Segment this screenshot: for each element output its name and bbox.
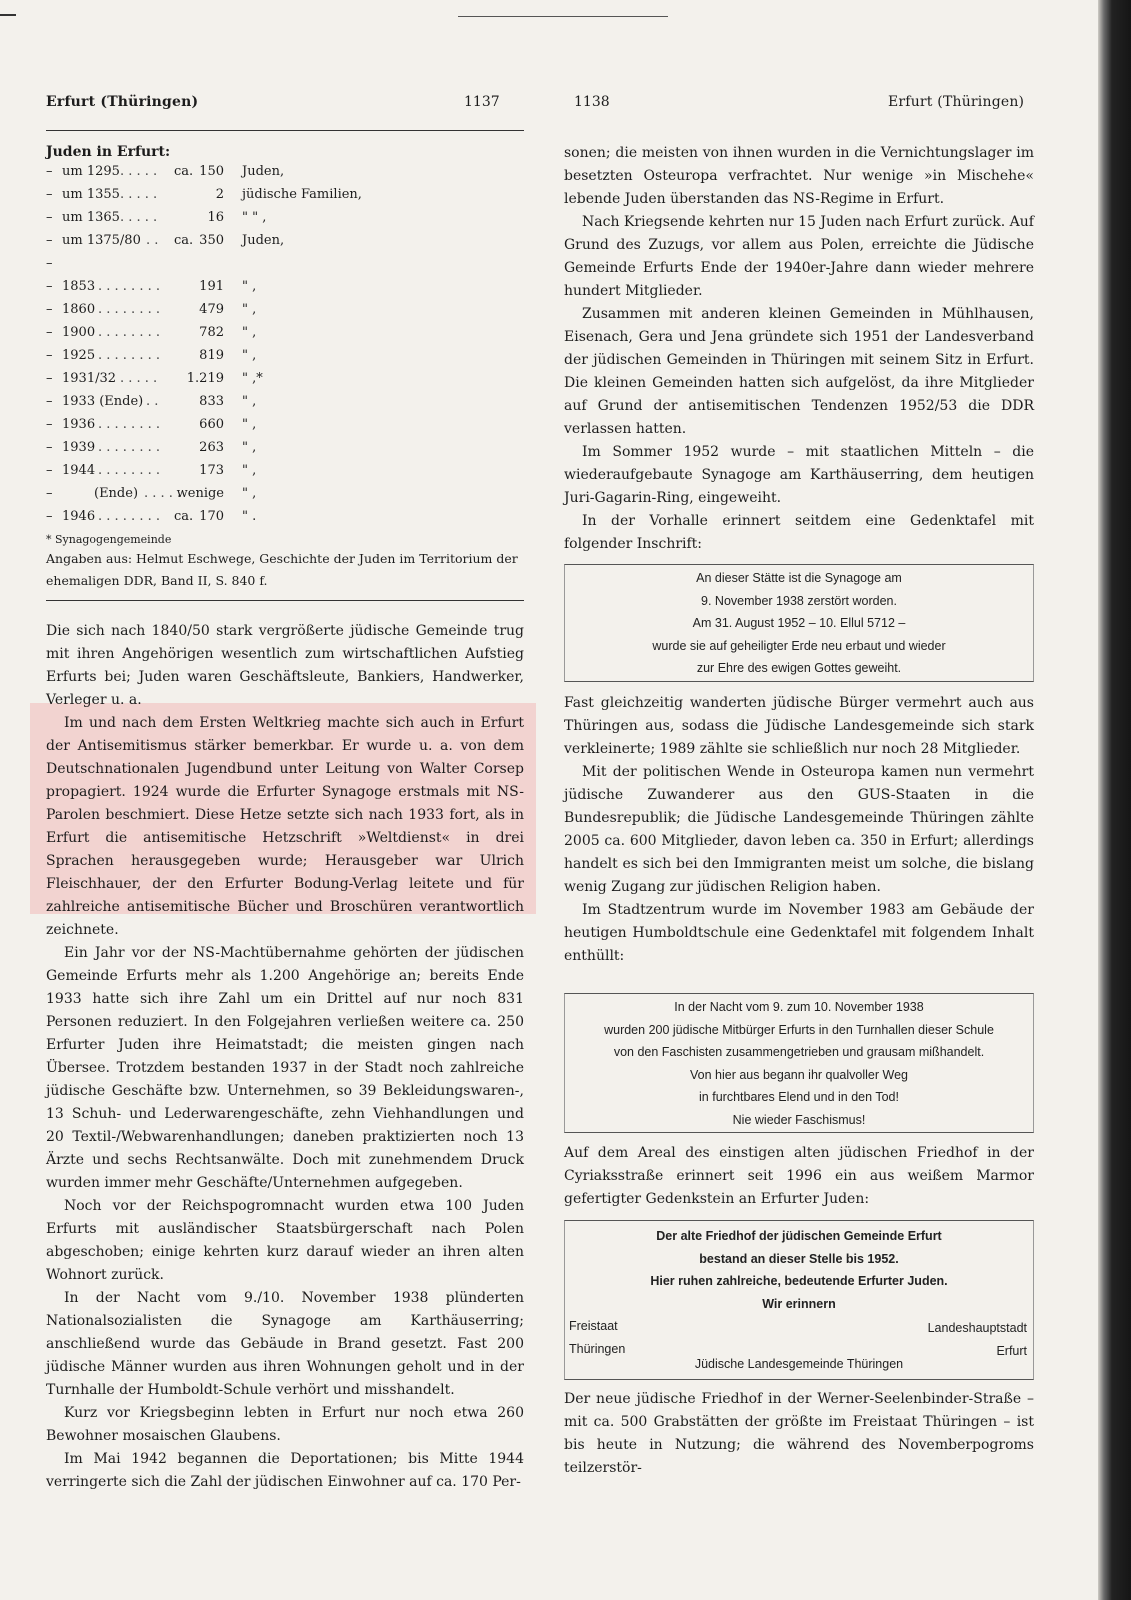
paragraph: In der Nacht vom 9./10. November 1938 plünderten Nationalsozialisten die Synagoge am Karthäuserring; anschließend wurde das Gebäude in Brand gesetzt. Fast 200 jüdische Männer wurden aus ihren Wohnungen geholt und in der Turnhalle der Humboldt-Schule verhört und misshandelt. xyxy=(46,1290,524,1398)
row-unit: " , xyxy=(242,440,257,455)
signature-landesgemeinde xyxy=(565,1353,1033,1376)
inscription-cemetery-stone xyxy=(564,1220,1034,1380)
row-leader-dots: . . . . . . . . xyxy=(98,279,160,294)
row-dash: – xyxy=(46,509,53,524)
row-value: 819 xyxy=(199,348,224,363)
row-leader-dots: . . . . . . . . xyxy=(98,509,160,524)
paragraph: Im Mai 1942 begannen die Deportationen; bis Mitte 1944 verringerte sich die Zahl der jüdischen Einwohner auf ca. 170 Per- xyxy=(46,1451,524,1490)
row-unit: Juden, xyxy=(242,233,285,248)
table-row xyxy=(46,162,526,185)
paragraph: Die sich nach 1840/50 stark vergrößerte jüdische Gemeinde trug mit ihren Angehörigen wesentlich zum wirtschaftlichen Aufstieg Erfurts bei; Juden waren Geschäftsleute, Bankiers, Handwerker, Verleger u. a. xyxy=(46,623,524,708)
right-running-title: Erfurt (Thüringen) xyxy=(888,94,1025,110)
paragraph: Mit der politischen Wende in Osteuropa kamen nun vermehrt jüdische Zuwanderer aus den GUS-Staaten in die Bundesrepublik; die Jüdische Landesgemeinde Thüringen zählte 2005 ca. 600 Mitglieder, davon leben ca. 350 in Erfurt; allerdings handelt es sich bei den Immigranten meist um solche, die bislang wenig Zugang zur jüdischen Religion haben. xyxy=(564,764,1034,895)
inscription-synagogue-plaque xyxy=(564,564,1034,682)
paragraph: sonen; die meisten von ihnen wurden in die Vernichtungslager im besetzten Osteuropa verfrachtet. Nur wenige »in Mischehe« lebende Juden überstanden das NS-Regime in Erfurt. xyxy=(564,145,1034,207)
row-year: 1933 (Ende) xyxy=(62,394,144,409)
row-dash: – xyxy=(46,394,53,409)
table-row xyxy=(46,461,526,484)
right-column-top xyxy=(564,142,1034,556)
paragraph: Der neue jüdische Friedhof in der Werner-Seelenbinder-Straße – mit ca. 500 Grabstätten der größte im Freistaat Thüringen – ist bis heute in Nutzung; die während des Novemberpogroms teilzerstör- xyxy=(564,1391,1034,1476)
signature-line: Freistaat xyxy=(569,1319,618,1333)
table-bottom-rule xyxy=(46,600,524,601)
row-unit: Juden, xyxy=(242,164,285,179)
right-column-bottom xyxy=(564,1388,1034,1480)
row-year: 1853 xyxy=(62,279,96,294)
population-table xyxy=(46,142,526,592)
row-approx: ca. xyxy=(174,233,194,248)
row-dash: – xyxy=(46,279,53,294)
paragraph: Ein Jahr vor der NS-Machtübernahme gehörten der jüdischen Gemeinde Erfurts mehr als 1.200 Angehörige an; bereits Ende 1933 hatte sich ihre Zahl um ein Drittel auf nur noch 831 Personen reduziert. In den Folgejahren verließen weitere ca. 250 Erfurter Juden ihre Heimatstadt; die meisten gingen nach Übersee. Trotzdem bestanden 1937 in der Stadt noch zahlreiche jüdische Geschäfte bzw. Unternehmen, so 39 Bekleidungswaren-, 13 Schuh- und Lederwarengeschäfte, zehn Viehhandlungen und 20 Textil-/Webwarenhandlungen; daneben praktizierten noch 13 Ärzte und sechs Rechtsanwälte. Doch mit zunehmendem Druck wurden immer mehr Geschäfte/Unternehmen aufgegeben. xyxy=(46,945,524,1191)
row-year: 1946 xyxy=(62,509,96,524)
inscription-line: bestand an dieser Stelle bis 1952. xyxy=(699,1251,899,1266)
row-leader-dots: . . . . . xyxy=(120,371,158,386)
row-value: 263 xyxy=(199,440,224,455)
inscription-line: Nie wieder Faschismus! xyxy=(732,1112,866,1127)
table-footnote: * Synagogengemeinde xyxy=(46,533,172,546)
scan-edge-mark xyxy=(458,16,668,17)
paragraph: In der Vorhalle erinnert seitdem eine Gedenktafel mit folgender Inschrift: xyxy=(564,513,1034,552)
inscription-line: 9. November 1938 zerstört worden. xyxy=(701,593,897,608)
table-row xyxy=(46,392,526,415)
left-running-title: Erfurt (Thüringen) xyxy=(46,94,199,110)
row-unit: " , xyxy=(242,279,257,294)
row-dash: – xyxy=(46,302,53,317)
table-source: Angaben aus: Helmut Eschwege, Geschichte der Juden im Territorium der ehemaligen DDR, Band II, S. 840 f. xyxy=(46,551,518,588)
paragraph: Im Sommer 1952 wurde – mit staatlichen Mitteln – die wiederaufgebaute Synagoge am Karthäuserring, dem heutigen Juri-Gagarin-Ring, eingeweiht. xyxy=(564,444,1034,506)
row-unit: " , xyxy=(242,325,257,340)
right-column-lower xyxy=(564,1142,1034,1211)
row-year: 1944 xyxy=(62,463,96,478)
table-row xyxy=(46,300,526,323)
row-leader-dots: . . . . . . . . xyxy=(98,302,160,317)
row-dash: – xyxy=(46,164,53,179)
row-value: 191 xyxy=(199,279,224,294)
paragraph: Noch vor der Reichspogromnacht wurden etwa 100 Juden Erfurts mit ausländischer Staatsbürgerschaft nach Polen abgeschoben; einige kehrten kurz darauf wieder an ihren alten Wohnort zurück. xyxy=(46,1198,524,1283)
row-value: 782 xyxy=(199,325,224,340)
paragraph: Fast gleichzeitig wanderten jüdische Bürger vermehrt auch aus Thüringen aus, sodass die Jüdische Landesgemeinde sich stark verkleinerte; 1989 zählte sie schließlich nur noch 28 Mitglieder. xyxy=(564,695,1034,757)
row-year: 1860 xyxy=(62,302,96,317)
row-leader-dots: . . . . . . . . xyxy=(98,325,160,340)
row-dash: – xyxy=(46,348,53,363)
table-rows xyxy=(46,162,526,530)
signature-line: Jüdische Landesgemeinde Thüringen xyxy=(694,1357,904,1371)
row-value: 2 xyxy=(215,187,224,202)
paragraph: Auf dem Areal des einstigen alten jüdischen Friedhof in der Cyriaksstraße erinnert seit 1996 ein aus weißem Marmor gefertigter Gedenkstein an Erfurter Juden: xyxy=(564,1145,1034,1207)
paragraph: Zusammen mit anderen kleinen Gemeinden in Mühlhausen, Eisenach, Gera und Jena gründete sich 1951 der Landesverband der jüdischen Gemeinden in Thüringen mit seinem Sitz in Erfurt. Die kleinen Gemeinden hatten sich aufgelöst, da ihre Mitglieder auf Grund der antisemitischen Tendenzen 1952/53 die DDR verlassen hatten. xyxy=(564,306,1034,437)
inscription-humboldtschule-plaque xyxy=(564,993,1034,1133)
row-leader-dots: . . . . . . . . xyxy=(98,348,160,363)
signature-line: Thüringen xyxy=(569,1341,626,1356)
row-dash: – xyxy=(46,440,53,455)
inscription-line: Der alte Friedhof der jüdischen Gemeinde Erfurt xyxy=(656,1229,942,1243)
row-leader-dots: . . . . . . . . xyxy=(98,463,160,478)
inscription-line: in furchtbares Elend und in den Tod! xyxy=(699,1090,899,1104)
inscription-line: Von hier aus begann ihr qualvoller Weg xyxy=(690,1067,908,1082)
inscription-line: wurde sie auf geheiligter Erde neu erbaut und wieder xyxy=(652,638,946,653)
left-column xyxy=(46,620,524,1494)
row-dash: – xyxy=(46,463,53,478)
row-leader-dots: . . . . . . . . xyxy=(98,440,160,455)
row-approx: ca. xyxy=(174,164,194,179)
row-leader-dots: . . . . . xyxy=(120,187,158,202)
row-dash: – xyxy=(46,233,53,248)
right-page-number: 1138 xyxy=(574,94,610,110)
row-value: 1.219 xyxy=(186,371,224,386)
row-approx: ca. xyxy=(174,509,194,524)
row-leader-dots: . . xyxy=(146,394,159,409)
row-value: 350 xyxy=(199,233,224,248)
paragraph: Kurz vor Kriegsbeginn lebten in Erfurt nur noch etwa 260 Bewohner mosaischen Glaubens. xyxy=(46,1405,524,1444)
inscription-line: wurden 200 jüdische Mitbürger Erfurts in den Turnhallen dieser Schule xyxy=(604,1022,994,1037)
table-row xyxy=(46,369,526,392)
row-leader-dots: . . . . . xyxy=(120,210,158,225)
right-column-middle xyxy=(564,692,1034,968)
table-row xyxy=(46,438,526,461)
row-unit: " , xyxy=(242,394,257,409)
row-unit: " ,* xyxy=(242,371,263,386)
paragraph: Im Stadtzentrum wurde im November 1983 am Gebäude der heutigen Humboldtschule eine Gedenktafel mit folgendem Inhalt enthüllt: xyxy=(564,902,1034,964)
row-leader-dots: . . . . . . . . xyxy=(98,417,160,432)
inscription-line: zur Ehre des ewigen Gottes geweiht. xyxy=(696,661,902,675)
row-leader-dots: . . . . . xyxy=(144,486,182,501)
row-dash: – xyxy=(46,210,53,225)
header-rule xyxy=(46,130,524,131)
row-dash: – xyxy=(46,371,53,386)
row-value: wenige xyxy=(176,486,224,501)
scan-edge-mark xyxy=(0,14,16,16)
table-row xyxy=(46,323,526,346)
table-row xyxy=(46,507,526,530)
inscription-line: Am 31. August 1952 – 10. Ellul 5712 – xyxy=(692,616,906,630)
row-unit: " " , xyxy=(242,210,267,225)
row-year: um 1355 xyxy=(62,187,120,202)
row-year: um 1375/80 xyxy=(62,233,141,248)
row-year: 1900 xyxy=(62,325,96,340)
row-year: 1936 xyxy=(62,417,96,432)
row-value: 660 xyxy=(199,417,224,432)
paragraph: Nach Kriegsende kehrten nur 15 Juden nach Erfurt zurück. Auf Grund des Zuzugs, vor allem aus Polen, erreichte die Jüdische Gemeinde Erfurts Ende der 1940er-Jahre dann wieder mehrere hundert Mitglieder. xyxy=(564,214,1034,299)
table-row xyxy=(46,346,526,369)
row-value: 150 xyxy=(199,164,224,179)
row-unit: " , xyxy=(242,302,257,317)
inscription-line: von den Faschisten zusammengetrieben und grausam mißhandelt. xyxy=(613,1045,985,1059)
signature-line: Erfurt xyxy=(996,1343,1027,1358)
row-unit: " , xyxy=(242,486,257,501)
row-dash: – xyxy=(46,187,53,202)
inscription-line: An dieser Stätte ist die Synagoge am xyxy=(696,571,902,585)
row-year: (Ende) xyxy=(94,486,139,501)
row-dash: – xyxy=(46,256,53,271)
row-leader-dots: . . xyxy=(146,233,159,248)
row-year: 1925 xyxy=(62,348,96,363)
left-page-number: 1137 xyxy=(464,94,500,110)
row-year: um 1365 xyxy=(62,210,120,225)
row-unit: " . xyxy=(242,509,257,524)
row-unit: " , xyxy=(242,463,257,478)
inscription-line: Wir erinnern xyxy=(762,1296,836,1311)
row-year: um 1295 xyxy=(62,164,120,179)
row-value: 173 xyxy=(199,463,224,478)
page-edge-shadow xyxy=(1098,0,1131,1600)
row-value: 833 xyxy=(199,394,224,409)
row-dash: – xyxy=(46,486,53,501)
table-row xyxy=(46,185,526,208)
table-row xyxy=(46,231,526,254)
row-year: 1939 xyxy=(62,440,96,455)
row-dash: – xyxy=(46,417,53,432)
row-value: 479 xyxy=(199,302,224,317)
row-year: 1931/32 xyxy=(62,371,117,386)
table-row xyxy=(46,415,526,438)
inscription-line: Hier ruhen zahlreiche, bedeutende Erfurter Juden. xyxy=(650,1274,948,1288)
row-dash: – xyxy=(46,325,53,340)
row-value: 170 xyxy=(199,509,224,524)
inscription-line: In der Nacht vom 9. zum 10. November 1938 xyxy=(674,1000,924,1014)
row-value: 16 xyxy=(207,210,224,225)
row-unit: jüdische Familien, xyxy=(242,187,362,202)
table-row xyxy=(46,254,526,277)
paragraph: Im und nach dem Ersten Weltkrieg machte sich auch in Erfurt der Antisemitismus stärker bemerkbar. Er wurde u. a. von dem Deutschnationalen Jugendbund unter Leitung von Walter Corsep propagiert. 1924 wurde die Erfurter Synagoge erstmals mit NS-Parolen beschmiert. Diese Hetze setzte sich nach 1933 fort, als in Erfurt die antisemitische Hetzschrift »Weltdienst« in drei Sprachen herausgegeben wurde; Herausgeber war Ulrich Fleischhauer, der den Erfurter Bodung-Verlag leitete und für zahlreiche antisemitische Bücher und Broschüren verantwortlich zeichnete. xyxy=(46,715,524,938)
row-unit: " , xyxy=(242,348,257,363)
table-row xyxy=(46,277,526,300)
row-unit: " , xyxy=(242,417,257,432)
row-leader-dots: . . . . . xyxy=(120,164,158,179)
table-title: Juden in Erfurt: xyxy=(46,144,171,160)
table-row xyxy=(46,208,526,231)
table-row xyxy=(46,484,526,507)
signature-line: Landeshauptstadt xyxy=(927,1321,1027,1335)
